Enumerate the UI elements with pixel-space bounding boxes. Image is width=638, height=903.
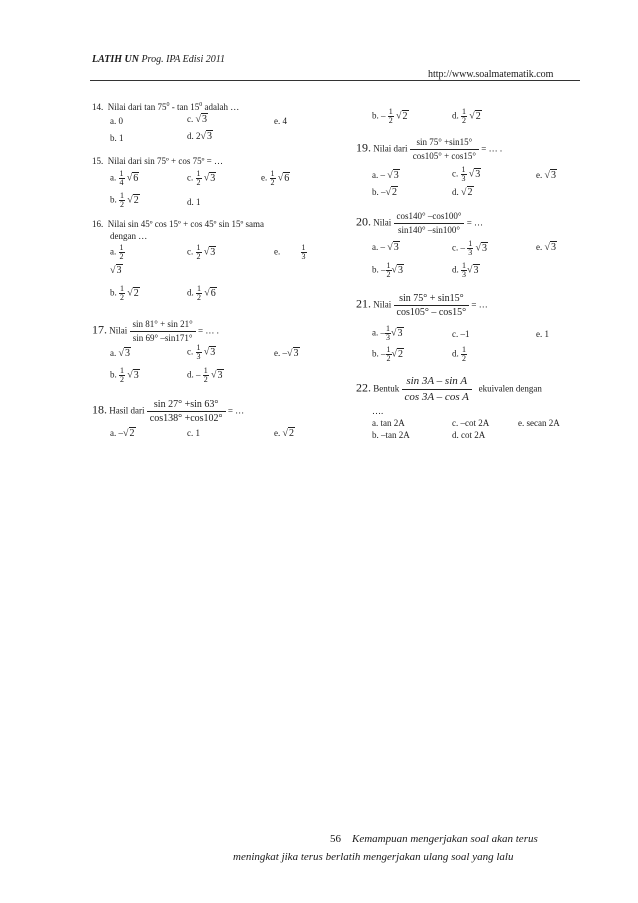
question-19: 19. Nilai dari $\frac{\sin 75^\circ +\sin 15^\circ}{\cos 105^\circ + \cos 15^\circ}$ = … . xyxy=(356,137,503,161)
header-rule xyxy=(90,80,580,81)
q20-option-d: d. $\frac{1}{3}$ √3 xyxy=(452,261,479,279)
q19-option-b: b. –√2 xyxy=(372,187,397,198)
q17-option-c: c. $\frac{1}{3}$ √3 xyxy=(187,343,216,361)
q18-option-e: e. √2 xyxy=(274,428,294,439)
q15-option-b: b. $\frac{1}{2}$ √2 xyxy=(110,191,139,209)
q15-option-e: e. $\frac{1}{2}$ √6 xyxy=(261,169,290,187)
q16-option-e: e. $\frac{1}{3}$ xyxy=(274,243,306,261)
q22-option-b: b. –tan 2A xyxy=(372,430,410,440)
q15-option-a: a. $\frac{1}{4}$ √6 xyxy=(110,169,139,187)
q18-option-d: d. $\frac{1}{2}$ √2 xyxy=(452,107,481,125)
q14-option-d: d. 2√3 xyxy=(187,131,212,142)
q19-option-e: e. √3 xyxy=(536,170,556,181)
q18-option-a: a. –√2 xyxy=(110,428,135,439)
q22-option-c: c. –cot 2A xyxy=(452,418,490,428)
header-url: http://www.soalmatematik.com xyxy=(428,69,554,80)
footer-line-2: meningkat jika terus berlatih mengerjakan ulang soal yang lalu xyxy=(233,851,514,863)
q21-option-c: c. –1 xyxy=(452,329,470,339)
q20-option-c: c. – $\frac{1}{3}$ √3 xyxy=(452,239,487,257)
q17-option-b: b. $\frac{1}{2}$ √3 xyxy=(110,366,139,384)
q17-option-d: d. – $\frac{1}{2}$ √3 xyxy=(187,366,223,384)
question-18: 18. Hasil dari $\frac{\sin 27^\circ +\sin 63^\circ}{\cos 138^\circ +\cos 102^\circ}$ = … xyxy=(92,399,245,424)
q18-option-c: c. 1 xyxy=(187,428,200,438)
question-22: 22. Bentuk $\frac{\text{sin 3A – sin A}}{\text{cos 3A – cos A}}$ ekuivalen dengan xyxy=(356,375,542,403)
q15-option-d: d. 1 xyxy=(187,197,201,207)
q14-option-a: a. 0 xyxy=(110,116,123,126)
q21-option-e: e. 1 xyxy=(536,329,549,339)
question-15: 15. Nilai dari sin 75º + cos 75º = … xyxy=(92,156,223,166)
q21-option-b: b. – $\frac{1}{2}$ √2 xyxy=(372,345,403,363)
q16-option-b: b. $\frac{1}{2}$ √2 xyxy=(110,284,139,302)
q22-option-e: e. secan 2A xyxy=(518,418,560,428)
q14-option-e: e. 4 xyxy=(274,116,287,126)
q19-option-d: d. √2 xyxy=(452,187,473,198)
q15-option-c: c. $\frac{1}{2}$ √3 xyxy=(187,169,216,187)
q14-option-c: c. √3 xyxy=(187,114,207,125)
q22-option-d: d. cot 2A xyxy=(452,430,486,440)
q21-option-d: d. $\frac{1}{2}$ xyxy=(452,345,466,363)
q19-option-a: a. – √3 xyxy=(372,170,399,181)
q20-option-a: a. – √3 xyxy=(372,242,399,253)
question-17: 17. Nilai $\frac{\sin 81^\circ + \sin 21^\circ}{\sin 69^\circ -\sin 171^\circ}$ = … . xyxy=(92,319,219,343)
q16-option-d: d. $\frac{1}{2}$ √6 xyxy=(187,284,216,302)
footer-line-1: 56 Kemampuan mengerjakan soal akan terus xyxy=(330,833,538,845)
question-22-dots: …. xyxy=(372,406,384,416)
q16-extra-root: √3 xyxy=(110,265,122,276)
q16-option-c: c. $\frac{1}{2}$ √3 xyxy=(187,243,216,261)
q19-option-c: c. $\frac{1}{3}$ √3 xyxy=(452,165,481,183)
q20-option-b: b. – $\frac{1}{2}$ √3 xyxy=(372,261,403,279)
q22-option-a: a. tan 2A xyxy=(372,418,405,428)
header-title: LATIH UN Prog. IPA Edisi 2011 xyxy=(92,54,225,65)
q18-option-b: b. – $\frac{1}{2}$ √2 xyxy=(372,107,408,125)
question-16: 16. Nilai sin 45º cos 15º + cos 45º sin 15º sama xyxy=(92,219,264,229)
q21-option-a: a. – $\frac{1}{3}$ √3 xyxy=(372,324,403,342)
q17-option-e: e. –√3 xyxy=(274,348,299,359)
question-20: 20. Nilai $\frac{\cos 140^\circ -\cos 100^\circ}{\sin 140^\circ -\sin 100^\circ}$ = … xyxy=(356,211,484,235)
q17-option-a: a. √3 xyxy=(110,348,130,359)
question-21: 21. Nilai $\frac{\sin 75^\circ + \sin 15^\circ}{\cos 105^\circ - \cos 15^\circ}$ = … xyxy=(356,293,488,318)
question-14: 14. Nilai dari $\tan 75^0$ - $\tan 15^0$ adalah … xyxy=(92,102,240,112)
page-number: 56 xyxy=(330,833,341,845)
q16-option-a: a. $\frac{1}{2}$ xyxy=(110,243,124,261)
q20-option-e: e. √3 xyxy=(536,242,556,253)
q14-option-b: b. 1 xyxy=(110,133,124,143)
question-16-cont: dengan … xyxy=(110,231,148,241)
